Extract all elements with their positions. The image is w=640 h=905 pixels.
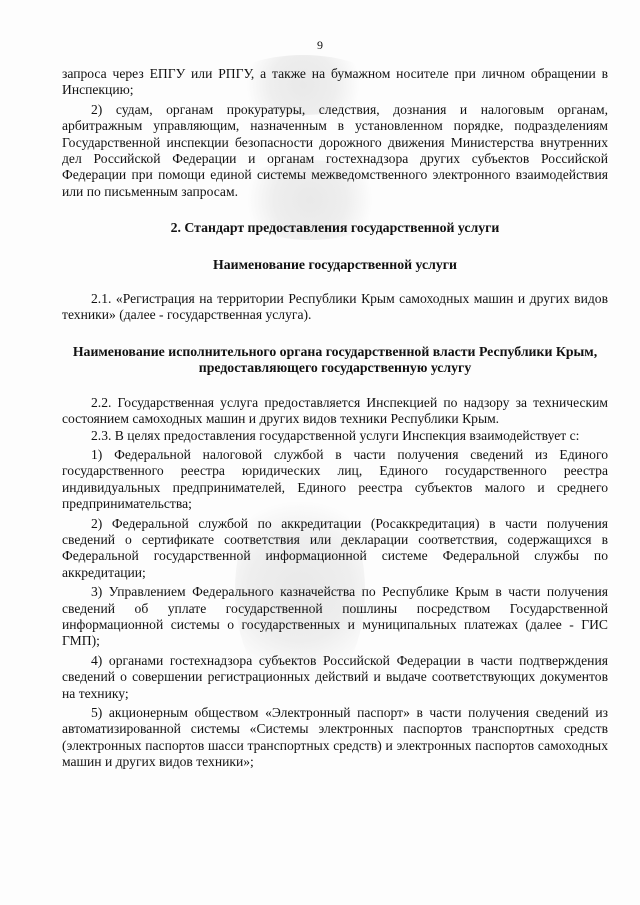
section-heading: 2. Стандарт предоставления государственной услуги [170, 220, 500, 236]
list-item: 3) Управлением Федерального казначейства по Республике Крым в части получения сведений об уплате государственной пошлины посредством Государственной информационной системы о государственных и муниципальных платежах (далее - ГИС ГМП); [62, 584, 608, 649]
paragraph: 2.2. Государственная услуга предоставляется Инспекцией по надзору за техническим состоянием самоходных машин и других видов техники Республики Крым. [62, 394, 608, 427]
subsection-heading: Наименование исполнительного органа государственной власти Республики Крым, предоставляющего государственную услугу [72, 343, 598, 376]
paragraph: 2) судам, органам прокуратуры, следствия, дознания и налоговым органам, арбитражным управляющим, назначенным в установленном порядке, подразделениям Государственной инспекции безопасности дорожного движения Министерства внутренних дел Российской Федерации и органам гостехнадзора других субъектов Российской Федерации при помощи единой системы межведомственного электронного взаимодействия или по письменным запросам. [62, 101, 608, 199]
paragraph: 2.3. В целях предоставления государственной услуги Инспекция взаимодействует с: [91, 427, 580, 443]
document-body [62, 66, 608, 771]
list-item: 4) органами гостехнадзора субъектов Российской Федерации в части подтверждения сведений о совершении регистрационных действий и выдаче соответствующих документов на технику; [62, 652, 608, 701]
subsection-heading: Наименование государственной услуги [213, 256, 457, 272]
list-item: 5) акционерным обществом «Электронный паспорт» в части получения сведений из автоматизированной системы «Системы электронных паспортов транспортных средств (электронных паспортов шасси транспортных средств) и электронных паспортов самоходных машин и других видов техники»; [62, 705, 608, 770]
list-item: 2) Федеральной службой по аккредитации (Росаккредитация) в части получения сведений о сертификате соответствия или декларации соответствия, содержащихся в Федеральной государственной информационной системе Федеральной службы по аккредитации; [62, 515, 608, 580]
paragraph: запроса через ЕПГУ или РПГУ, а также на бумажном носителе при личном обращении в Инспекцию; [62, 66, 608, 98]
page-number: 9 [317, 38, 323, 52]
paragraph: 2.1. «Регистрация на территории Республики Крым самоходных машин и других видов техники» (далее - государственная услуга). [62, 291, 608, 323]
list-item: 1) Федеральной налоговой службой в части получения сведений из Единого государственного реестра юридических лиц, Единого государственного реестра индивидуальных предпринимателей, Единого реестра субъектов малого и среднего предпринимательства; [62, 446, 608, 512]
